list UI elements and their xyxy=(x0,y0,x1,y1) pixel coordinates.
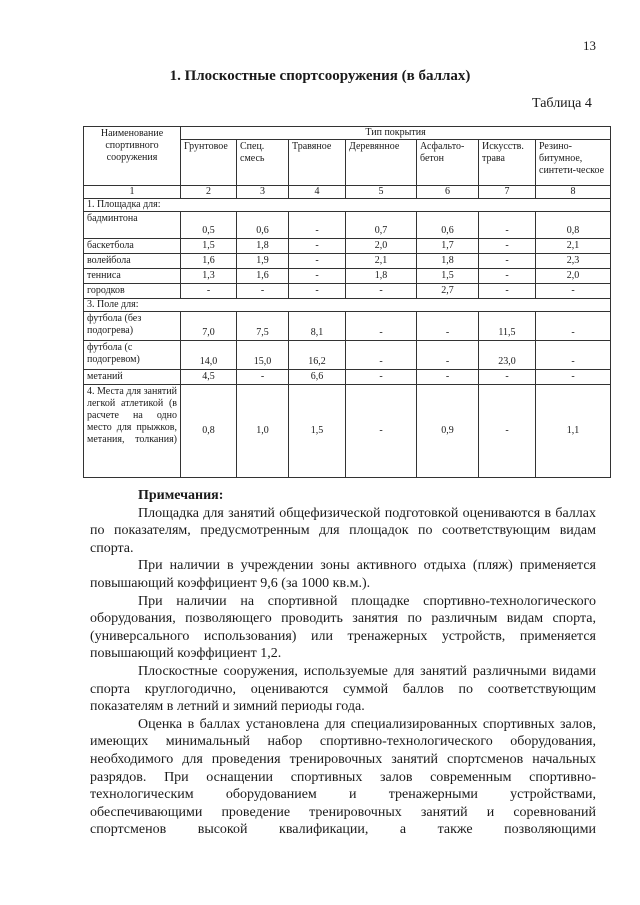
table-row xyxy=(84,341,611,370)
row-name: футбола (с подогревом) xyxy=(84,341,181,370)
row-value: - xyxy=(479,212,536,239)
row-value: - xyxy=(346,385,417,478)
header-coverage-wood: Деревянное xyxy=(346,140,417,186)
group-label-field: 3. Поле для: xyxy=(84,299,611,312)
row-value: - xyxy=(181,284,237,299)
coverage-score-table xyxy=(83,126,611,478)
row-value: 0,9 xyxy=(417,385,479,478)
row-value: 1,7 xyxy=(417,239,479,254)
notes-section xyxy=(90,487,596,839)
row-value: 14,0 xyxy=(181,341,237,370)
row-name: городков xyxy=(84,284,181,299)
header-coverage-rubber: Резино-битумное, синтети-ческое xyxy=(536,140,611,186)
row-value: 1,6 xyxy=(237,269,289,284)
column-number: 5 xyxy=(346,186,417,199)
row-name: футбола (без подогрева) xyxy=(84,312,181,341)
row-value: 0,8 xyxy=(536,212,611,239)
field-rows xyxy=(84,312,611,385)
row-value: 16,2 xyxy=(289,341,346,370)
playground-rows xyxy=(84,212,611,299)
row-value: - xyxy=(346,284,417,299)
row-name: 4. Места для занятий легкой атлетикой (в расчете на одно место для прыжков, метания, толкания) xyxy=(84,385,181,478)
row-value: 1,8 xyxy=(237,239,289,254)
header-coverage-asphalt: Асфальто-бетон xyxy=(417,140,479,186)
row-value: - xyxy=(346,312,417,341)
row-value: 7,0 xyxy=(181,312,237,341)
note-paragraph: Площадка для занятий общефизической подготовкой оцениваются в баллах по показателям, предусмотренным для площадок по соответствующим видам спорта. xyxy=(90,505,596,556)
header-facility-name: Наименование спортивного сооружения xyxy=(84,127,181,186)
column-number: 4 xyxy=(289,186,346,199)
table-row-athletics xyxy=(84,385,611,478)
row-value: 1,1 xyxy=(536,385,611,478)
row-name: тенниса xyxy=(84,269,181,284)
row-value: 1,0 xyxy=(237,385,289,478)
table-row xyxy=(84,370,611,385)
table-row xyxy=(84,254,611,269)
row-value: - xyxy=(289,269,346,284)
row-name: баскетбола xyxy=(84,239,181,254)
row-value: 2,1 xyxy=(536,239,611,254)
row-value: - xyxy=(289,212,346,239)
row-value: - xyxy=(289,239,346,254)
row-name: метаний xyxy=(84,370,181,385)
header-coverage-type: Тип покрытия xyxy=(181,127,611,140)
group-label-playground: 1. Площадка для: xyxy=(84,199,611,212)
row-value: 2,0 xyxy=(536,269,611,284)
row-value: 11,5 xyxy=(479,312,536,341)
row-value: 7,5 xyxy=(237,312,289,341)
row-value: 4,5 xyxy=(181,370,237,385)
row-value: - xyxy=(346,370,417,385)
header-coverage-artificial-grass: Искусств. трава xyxy=(479,140,536,186)
row-value: - xyxy=(479,385,536,478)
table-row xyxy=(84,284,611,299)
row-value: - xyxy=(237,370,289,385)
table-row xyxy=(84,312,611,341)
row-value: - xyxy=(289,254,346,269)
note-paragraph: При наличии в учреждении зоны активного отдыха (пляж) применяется повышающий коэффициент 9,6 (за 1000 кв.м.). xyxy=(90,558,596,591)
row-value: 2,1 xyxy=(346,254,417,269)
column-number: 8 xyxy=(536,186,611,199)
row-name: волейбола xyxy=(84,254,181,269)
row-value: - xyxy=(536,284,611,299)
column-number: 6 xyxy=(417,186,479,199)
row-value: - xyxy=(479,269,536,284)
table-row xyxy=(84,269,611,284)
row-value: 1,6 xyxy=(181,254,237,269)
row-value: 0,5 xyxy=(181,212,237,239)
row-value: 23,0 xyxy=(479,341,536,370)
row-value: 1,8 xyxy=(417,254,479,269)
header-coverage-special-mix: Спец. смесь xyxy=(237,140,289,186)
row-value: - xyxy=(417,312,479,341)
row-value: - xyxy=(479,239,536,254)
row-value: - xyxy=(479,254,536,269)
row-value: - xyxy=(289,284,346,299)
row-value: 0,7 xyxy=(346,212,417,239)
header-coverage-grass: Травяное xyxy=(289,140,346,186)
column-number: 1 xyxy=(84,186,181,199)
row-value: - xyxy=(417,370,479,385)
row-value: 1,9 xyxy=(237,254,289,269)
row-value: - xyxy=(417,341,479,370)
note-paragraph: Оценка в баллах установлена для специализированных спортивных залов, имеющих минимальный набор спортивно-технологического оборудования, необходимого для проведения тренировочных занятий спортсменов начальных разрядов. При оснащении спортивных залов современным спортивно-технологическим оборудованием и тренажерными устройствами, обеспечивающими проведение тренировочных занятий и соревнований спортсменов высокой квалификации, а также позволяющими xyxy=(90,716,596,838)
row-value: 0,8 xyxy=(181,385,237,478)
row-value: 1,5 xyxy=(289,385,346,478)
table-row xyxy=(84,212,611,239)
row-value: 6,6 xyxy=(289,370,346,385)
row-value: 0,6 xyxy=(417,212,479,239)
notes-heading: Примечания: xyxy=(138,488,224,503)
row-value: 8,1 xyxy=(289,312,346,341)
row-value: 2,3 xyxy=(536,254,611,269)
column-number: 3 xyxy=(237,186,289,199)
row-value: 0,6 xyxy=(237,212,289,239)
row-value: - xyxy=(536,341,611,370)
row-name: бадминтона xyxy=(84,212,181,239)
row-value: - xyxy=(346,341,417,370)
table-row xyxy=(84,239,611,254)
header-coverage-ground: Грунтовое xyxy=(181,140,237,186)
row-value: - xyxy=(536,312,611,341)
row-value: 1,5 xyxy=(181,239,237,254)
row-value: - xyxy=(237,284,289,299)
row-value: 15,0 xyxy=(237,341,289,370)
row-value: 1,5 xyxy=(417,269,479,284)
row-value: 2,7 xyxy=(417,284,479,299)
row-value: - xyxy=(536,370,611,385)
column-number: 2 xyxy=(181,186,237,199)
note-paragraph: При наличии на спортивной площадке спортивно-технологического оборудования, позволяющего проводить занятия по различным видам спорта, (универсального использования) или тренажерных устройств, применяется повышающий коэффициент 1,2. xyxy=(90,593,596,662)
row-value: 1,8 xyxy=(346,269,417,284)
section-title: 1. Плоскостные спортсооружения (в баллах) xyxy=(169,68,471,84)
table-caption: Таблица 4 xyxy=(532,96,592,111)
row-value: 1,3 xyxy=(181,269,237,284)
row-value: 2,0 xyxy=(346,239,417,254)
note-paragraph: Плоскостные сооружения, используемые для занятий различными видами спорта круглогодично, оцениваются суммой баллов по соответствующим показателям в летний и зимний периоды года. xyxy=(90,663,596,715)
page-number: 13 xyxy=(583,38,596,53)
row-value: - xyxy=(479,370,536,385)
column-number: 7 xyxy=(479,186,536,199)
row-value: - xyxy=(479,284,536,299)
